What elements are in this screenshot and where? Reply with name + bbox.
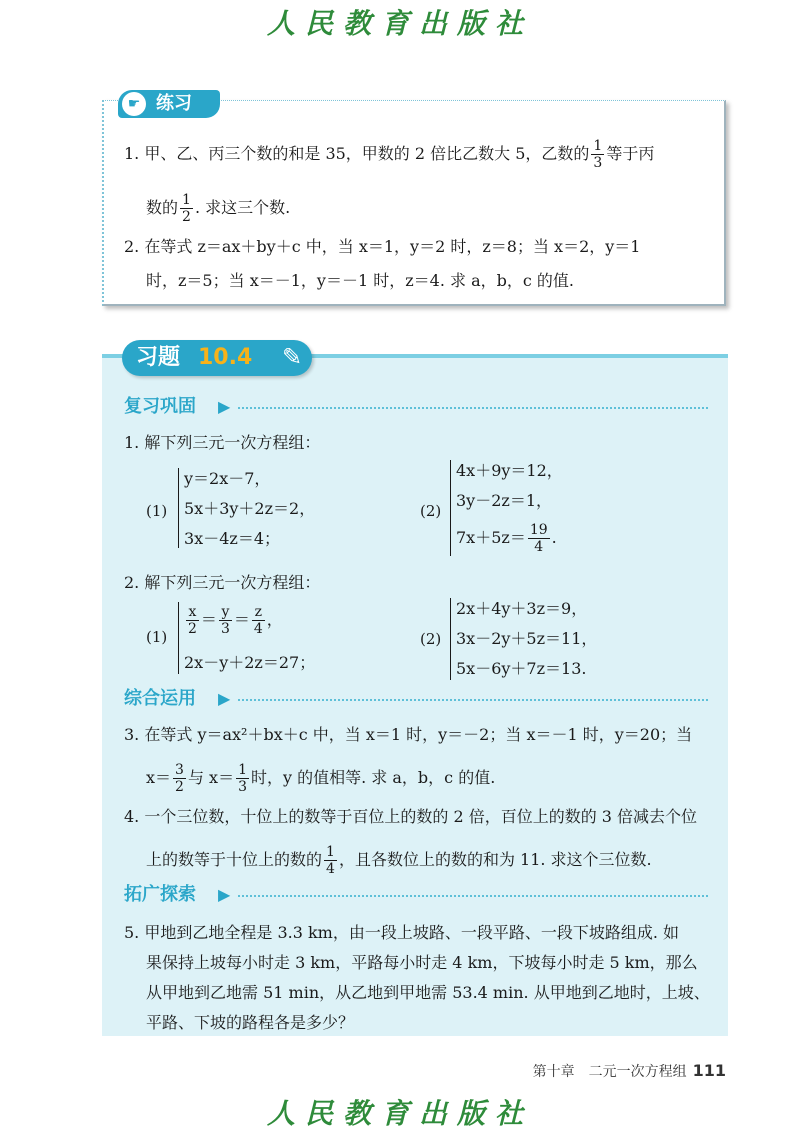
- publisher-logo-bottom: 人民教育出版社: [266, 1097, 533, 1130]
- q5-line3: 从甲地到乙地需 51 min，从乙地到甲地需 53.4 min. 从甲地到乙地时，上坡、: [146, 983, 710, 1002]
- fraction-nineteen-fourths: $\frac{19}{4}$: [529, 522, 548, 555]
- section-extend: 拓广探索: [124, 884, 196, 905]
- fraction-z-over-4: $\frac{z}{4}$: [253, 604, 263, 637]
- fraction-one-quarter: $\frac{1}{4}$: [326, 844, 335, 877]
- q1-stem: 1. 解下列三元一次方程组：: [124, 433, 321, 452]
- q1-label-2: (2): [420, 502, 442, 520]
- section-divider: [238, 699, 708, 701]
- q1-sys1-line2: 5x＋3y＋2z＝2，: [184, 499, 316, 518]
- fraction-one-third: $\frac{1}{3}$: [593, 138, 603, 171]
- page-number: 111: [692, 1061, 726, 1080]
- pencil-icon: ✎: [282, 343, 303, 371]
- q1-label-1: (1): [146, 502, 168, 520]
- brace: [450, 460, 451, 556]
- q1-sys2-line1: 4x＋9y＝12，: [456, 461, 563, 480]
- hand-pointer-icon: ☛: [122, 92, 146, 116]
- q1-sys2-line3: 7x＋5z＝ $\frac{19}{4}$ .: [456, 522, 557, 555]
- publisher-logo-top: 人民教育出版社: [266, 7, 533, 40]
- q2-sys2-line1: 2x＋4y＋3z＝9，: [456, 599, 588, 618]
- q4-line1: 4. 一个三位数，十位上的数等于百位上的数的 2 倍，百位上的数的 3 倍减去个位: [124, 807, 698, 826]
- section-divider: [238, 407, 708, 409]
- q1-sys1-line1: y＝2x－7，: [184, 469, 271, 488]
- q2-sys2-line3: 5x－6y＋7z＝13.: [456, 659, 587, 678]
- exercise-number: 10.4: [198, 345, 253, 370]
- brace: [450, 598, 451, 680]
- practice-q1-text-a: 1. 甲、乙、丙三个数的和是 35，甲数的 2 倍比乙数大 5，乙数的: [124, 144, 590, 163]
- q2-sys1-line1: $\frac{x}{2}$ ＝ $\frac{y}{3}$ ＝ $\frac{z}{4}$ ，: [188, 604, 283, 637]
- q5-line4: 平路、下坡的路程各是多少？: [146, 1013, 355, 1032]
- q3-line2: x＝ $\frac{3}{2}$ 与 x＝ $\frac{1}{3}$ 时，y 的值相等. 求 a，b，c 的值.: [146, 762, 496, 795]
- q2-sys1-line2: 2x－y＋2z＝27；: [184, 653, 316, 672]
- fraction-one-third: $\frac{1}{3}$: [238, 762, 247, 795]
- section-apply: 综合运用: [124, 688, 196, 709]
- arrow-right-icon: ▶: [218, 689, 231, 708]
- q5-line1: 5. 甲地到乙地全程是 3.3 km，由一段上坡路、一段平路、一段下坡路组成. 如: [124, 923, 680, 942]
- q2-stem: 2. 解下列三元一次方程组：: [124, 573, 321, 592]
- arrow-right-icon: ▶: [218, 397, 231, 416]
- q2-label-2: (2): [420, 630, 442, 648]
- page-footer: [533, 1061, 726, 1081]
- arrow-right-icon: ▶: [218, 885, 231, 904]
- fraction-x-over-2: $\frac{x}{2}$: [188, 604, 197, 637]
- brace: [178, 468, 179, 548]
- q3-line1: 3. 在等式 y＝ax²＋bx＋c 中，当 x＝1 时，y＝－2；当 x＝－1 时，y＝20；当: [124, 725, 693, 744]
- exercise-title: 习题: [136, 345, 181, 370]
- chapter-title: 第十章 二元一次方程组: [532, 1064, 687, 1080]
- practice-q2-line1: 2. 在等式 z＝ax＋by＋c 中，当 x＝1，y＝2 时，z＝8；当 x＝2，y＝1: [124, 237, 641, 256]
- practice-label: 练习: [118, 90, 220, 118]
- q4-line2: 上的数等于十位上的数的 $\frac{1}{4}$ ，且各数位上的数的和为 11. 求这个三位数.: [146, 844, 652, 877]
- practice-q1-text-b: 等于丙: [606, 144, 655, 163]
- fraction-one-half: $\frac{1}{2}$: [182, 192, 191, 225]
- q5-line2: 果保持上坡每小时走 3 km，平路每小时走 4 km，下坡每小时走 5 km，那么: [146, 953, 698, 972]
- fraction-three-halves: $\frac{3}{2}$: [175, 762, 184, 795]
- q1-sys2-line2: 3y－2z＝1，: [456, 491, 553, 510]
- practice-q1-line2: 数的 $\frac{1}{2}$ . 求这三个数.: [146, 192, 291, 225]
- q1-sys1-line3: 3x－4z＝4；: [184, 529, 280, 548]
- section-review: 复习巩固: [124, 396, 196, 417]
- practice-q1-line1: [124, 138, 654, 171]
- brace: [178, 602, 179, 674]
- practice-q2-line2: 时，z＝5；当 x＝－1，y＝－1 时，z＝4. 求 a，b，c 的值.: [146, 271, 574, 290]
- q2-sys2-line2: 3x－2y＋5z＝11，: [456, 629, 598, 648]
- q2-label-1: (1): [146, 628, 168, 646]
- fraction-y-over-3: $\frac{y}{3}$: [220, 604, 230, 637]
- section-divider: [238, 895, 708, 897]
